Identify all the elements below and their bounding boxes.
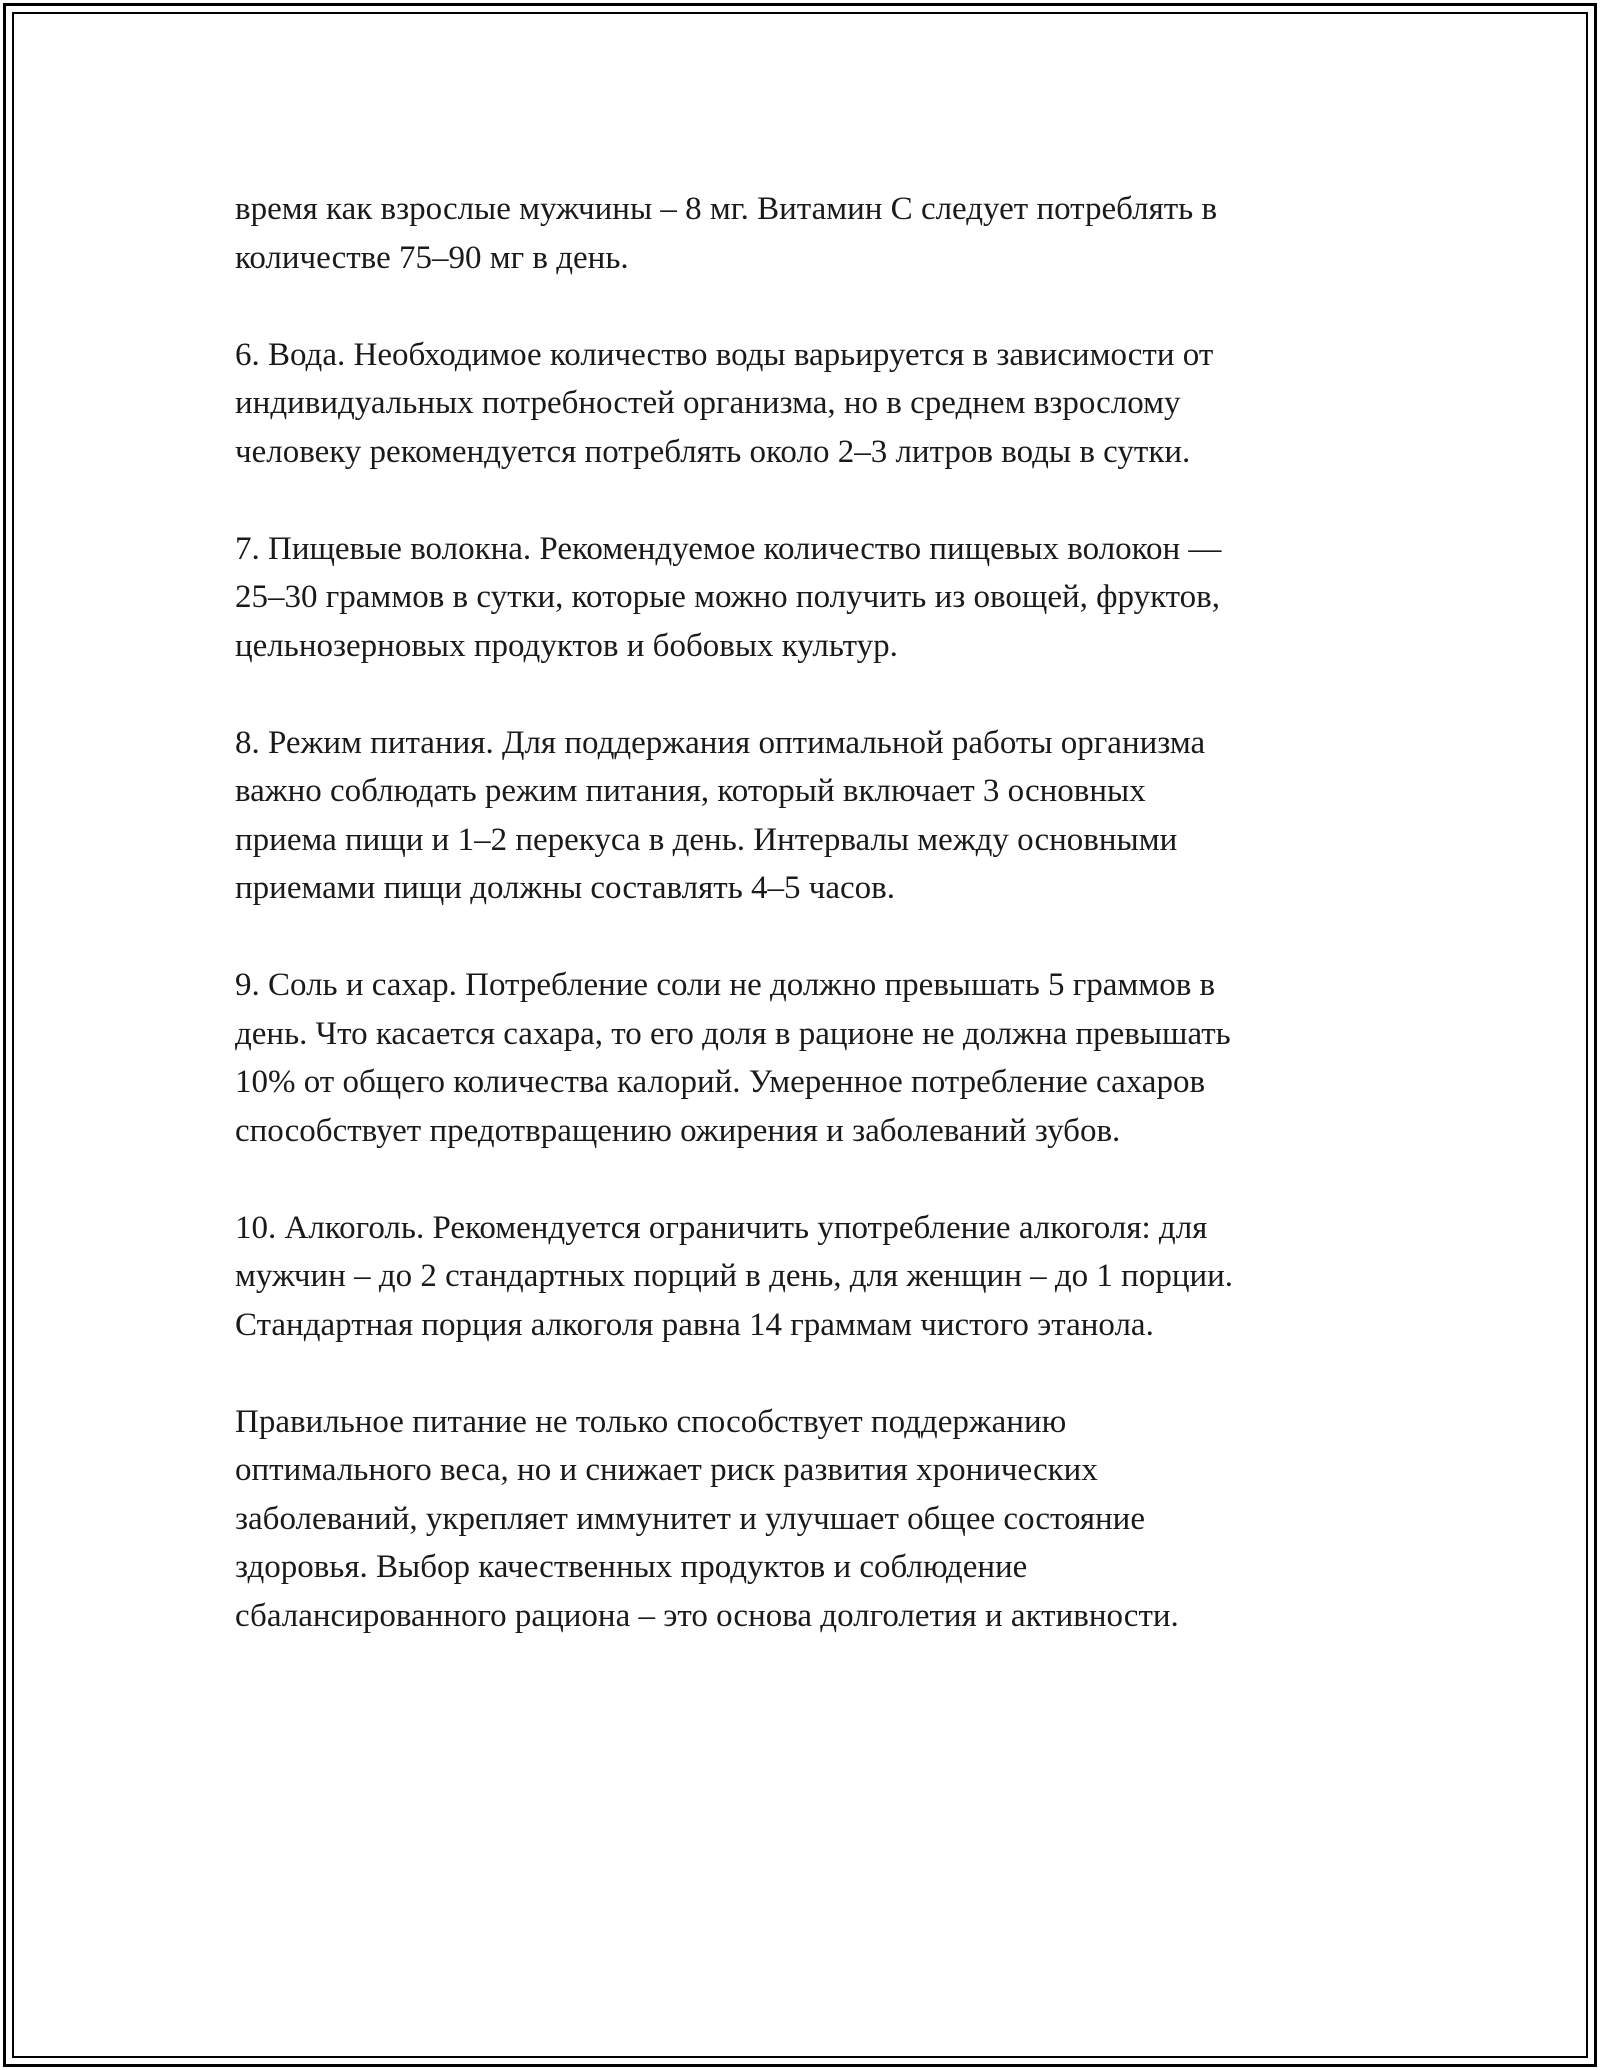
text-line: Стандартная порция алкоголя равна 14 граммам чистого этанола.: [235, 1306, 1154, 1343]
text-line: цельнозерновых продуктов и бобовых культур.: [235, 627, 898, 664]
text-line: приемами пищи должны составлять 4–5 часов.: [235, 870, 895, 906]
text-line: способствует предотвращению ожирения и заболеваний зубов.: [235, 1112, 1121, 1149]
paragraph-water: [235, 331, 1385, 477]
text-line: индивидуальных потребностей организма, но в среднем взрослому: [235, 385, 1181, 421]
text-line: 10. Алкоголь. Рекомендуется ограничить употребление алкоголя: для: [235, 1209, 1208, 1246]
text-line: 10% от общего количества калорий. Умеренное потребление сахаров: [235, 1064, 1206, 1100]
text-line: мужчин – до 2 стандартных порций в день, для женщин – до 1 порции.: [235, 1258, 1234, 1294]
text-line: 9. Соль и сахар. Потребление соли не должно превышать 5 граммов в: [235, 967, 1216, 1003]
text-line: сбалансированного рациона – это основа долголетия и активности.: [235, 1597, 1179, 1634]
document-body: [235, 185, 1385, 1640]
text-line: здоровья. Выбор качественных продуктов и соблюдение: [235, 1549, 1028, 1585]
text-line: 7. Пищевые волокна. Рекомендуемое количество пищевых волокон —: [235, 530, 1222, 567]
text-line: количестве 75–90 мг в день.: [235, 239, 629, 276]
text-line: день. Что касается сахара, то его доля в рационе не должна превышать: [235, 1015, 1231, 1052]
paragraph-alcohol: [235, 1204, 1385, 1350]
text-line: оптимального веса, но и снижает риск развития хронических: [235, 1452, 1098, 1488]
text-line: 8. Режим питания. Для поддержания оптимальной работы организма: [235, 724, 1206, 761]
paragraph-conclusion: [235, 1398, 1385, 1641]
text-line: 6. Вода. Необходимое количество воды варьируется в зависимости от: [235, 336, 1214, 373]
text-line: важно соблюдать режим питания, который включает 3 основных: [235, 773, 1146, 809]
paragraph-vitamin-c: [235, 185, 1385, 282]
paragraph-dietary-fiber: [235, 525, 1385, 671]
text-line: Правильное питание не только способствует поддержанию: [235, 1403, 1067, 1440]
text-line: время как взрослые мужчины – 8 мг. Витамин С следует потреблять в: [235, 191, 1218, 227]
text-line: 25–30 граммов в сутки, которые можно получить из овощей, фруктов,: [235, 579, 1220, 615]
paragraph-meal-schedule: [235, 719, 1385, 913]
text-line: приема пищи и 1–2 перекуса в день. Интервалы между основными: [235, 821, 1178, 858]
paragraph-salt-sugar: [235, 961, 1385, 1155]
text-line: человеку рекомендуется потреблять около 2–3 литров воды в сутки.: [235, 433, 1191, 470]
text-line: заболеваний, укрепляет иммунитет и улучшает общее состояние: [235, 1500, 1145, 1537]
